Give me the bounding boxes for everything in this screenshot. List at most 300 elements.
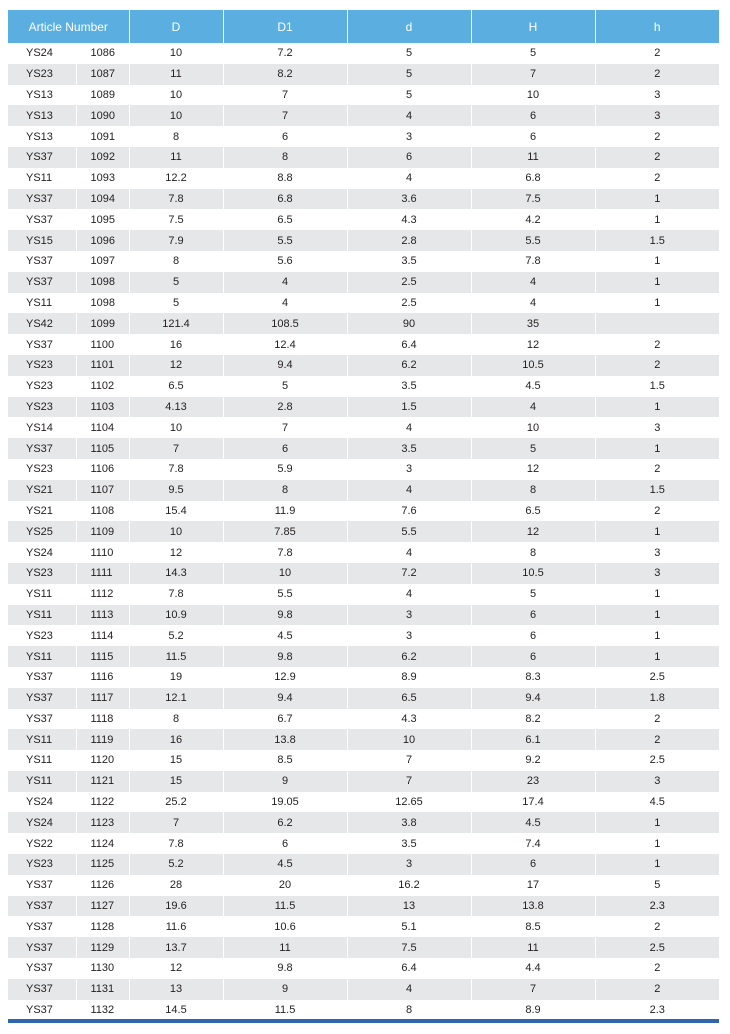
cell-series: YS24 [26,796,53,809]
cell-D: 8 [129,126,223,147]
cell-D: 15.4 [129,501,223,522]
cell-article-number: 1126 [76,875,129,896]
cell-series: YS37 [8,937,76,958]
cell-D: 19 [129,667,223,688]
cell-article-number: 1129 [76,937,129,958]
cell-d: 4 [347,417,471,438]
header-h: h [595,10,719,43]
cell-H: 4.5 [471,376,595,397]
cell-d: 6.2 [347,355,471,376]
cell-D: 12.1 [129,688,223,709]
cell-H: 6.5 [471,501,595,522]
cell-series: YS23 [8,563,76,584]
cell-D1: 7 [223,105,347,126]
cell-article-number: 1123 [76,812,129,833]
cell-D: 10 [129,521,223,542]
cell-series: YS37 [26,671,53,684]
table-row [8,501,719,522]
cell-D: 14.5 [129,1000,223,1021]
cell-H: 6 [471,625,595,646]
table-row [8,355,719,376]
cell-D: 15 [129,771,223,792]
cell-h: 2.5 [595,750,719,771]
table-row [8,792,719,813]
cell-d: 3 [347,854,471,875]
cell-d: 6.2 [347,646,471,667]
cell-article-number: 1116 [76,667,129,688]
cell-D1: 11 [223,937,347,958]
table-row [8,916,719,937]
table-row [8,958,719,979]
cell-series: YS23 [8,854,76,875]
cell-H: 7.5 [471,189,595,210]
cell-h: 1 [595,293,719,314]
table-row [8,64,719,85]
cell-D1: 20 [223,875,347,896]
cell-H: 9.2 [471,750,595,771]
cell-d: 6.5 [347,688,471,709]
cell-D: 6.5 [129,376,223,397]
cell-d: 2.5 [347,272,471,293]
cell-article-number: 1103 [76,397,129,418]
cell-series: YS23 [8,397,76,418]
table-row [8,605,719,626]
cell-d: 7 [347,750,471,771]
cell-D: 121.4 [129,313,223,334]
cell-series: YS37 [8,979,76,1000]
cell-article-number: 1087 [76,64,129,85]
table-body [8,43,719,1020]
cell-D1: 11.9 [223,501,347,522]
cell-article-number: 1089 [76,85,129,106]
cell-D: 9.5 [129,480,223,501]
table-row [8,334,719,355]
cell-article-number: 1093 [76,168,129,189]
cell-H: 6 [471,854,595,875]
cell-article-number: 1121 [76,771,129,792]
cell-D: 28 [129,875,223,896]
cell-h: 1 [595,812,719,833]
header-D1: D1 [223,10,347,43]
cell-d: 90 [347,313,471,334]
cell-D: 10.9 [129,605,223,626]
cell-d: 4 [347,105,471,126]
header-D: D [129,10,223,43]
cell-article-number: 1120 [76,750,129,771]
cell-H: 4.4 [471,958,595,979]
cell-article-number: 1118 [76,709,129,730]
cell-d: 13 [347,896,471,917]
cell-h: 2 [595,916,719,937]
cell-d: 3 [347,605,471,626]
header-row [8,10,719,43]
cell-D1: 11.5 [223,1000,347,1021]
header-d: d [347,10,471,43]
cell-h: 2 [595,355,719,376]
cell-H: 7 [471,979,595,1000]
cell-D: 13.7 [129,937,223,958]
cell-H: 5.5 [471,230,595,251]
cell-H: 4.5 [471,812,595,833]
cell-D: 7.9 [129,230,223,251]
cell-article-number: 1127 [76,896,129,917]
cell-D1: 8 [223,147,347,168]
table-row [8,750,719,771]
cell-D1: 9 [223,979,347,1000]
cell-d: 10 [347,729,471,750]
cell-series: YS23 [26,380,53,393]
cell-series: YS13 [26,88,53,101]
cell-series: YS11 [26,754,53,767]
cell-series: YS37 [26,962,53,975]
table-row [8,979,719,1000]
cell-series: YS37 [8,147,76,168]
cell-D1: 4.5 [223,625,347,646]
cell-D: 13 [129,979,223,1000]
cell-h [595,313,719,334]
cell-d: 7.5 [347,937,471,958]
cell-d: 7.6 [347,501,471,522]
cell-series: YS24 [8,812,76,833]
cell-H: 11 [471,937,595,958]
cell-d: 3.6 [347,189,471,210]
cell-h: 2 [595,958,719,979]
cell-H: 11 [471,147,595,168]
cell-article-number: 1117 [76,688,129,709]
cell-H: 6 [471,605,595,626]
cell-article-number: 1098 [76,272,129,293]
cell-D: 11 [129,147,223,168]
cell-D1: 5.6 [223,251,347,272]
cell-D1: 7.2 [223,43,347,64]
cell-D: 16 [129,729,223,750]
cell-H: 9.4 [471,688,595,709]
cell-h: 1 [595,397,719,418]
cell-D1: 5 [223,376,347,397]
cell-D: 15 [129,750,223,771]
cell-d: 3.5 [347,438,471,459]
cell-article-number: 1124 [76,833,129,854]
cell-H: 5 [471,43,595,64]
cell-series: YS37 [8,189,76,210]
cell-article-number: 1096 [76,230,129,251]
cell-H: 6.1 [471,729,595,750]
table-row [8,105,719,126]
cell-article-number: 1113 [76,605,129,626]
cell-h: 1 [595,189,719,210]
table-row [8,126,719,147]
table-row [8,147,719,168]
cell-h: 1 [595,251,719,272]
cell-D: 8 [129,709,223,730]
cell-h: 1 [595,605,719,626]
cell-article-number: 1102 [76,376,129,397]
table-row [8,417,719,438]
cell-h: 5 [595,875,719,896]
table-row [8,896,719,917]
cell-H: 10.5 [471,563,595,584]
cell-series: YS23 [8,64,76,85]
cell-H: 8.5 [471,916,595,937]
cell-H: 17.4 [471,792,595,813]
cell-h: 1 [595,854,719,875]
cell-d: 1.5 [347,397,471,418]
cell-d: 16.2 [347,875,471,896]
cell-H: 10 [471,85,595,106]
cell-article-number: 1131 [76,979,129,1000]
cell-series: YS13 [26,130,53,143]
cell-d: 4 [347,979,471,1000]
cell-D: 4.13 [129,397,223,418]
cell-h: 2 [595,43,719,64]
cell-D1: 6 [223,833,347,854]
cell-D: 10 [129,417,223,438]
cell-h: 2.3 [595,1000,719,1021]
cell-d: 2.8 [347,230,471,251]
cell-H: 8.9 [471,1000,595,1021]
cell-D: 10 [129,105,223,126]
cell-D: 7.8 [129,189,223,210]
cell-H: 6 [471,105,595,126]
cell-article-number: 1107 [76,480,129,501]
cell-D1: 11.5 [223,896,347,917]
cell-D: 14.3 [129,563,223,584]
cell-d: 3 [347,459,471,480]
cell-article-number: 1095 [76,209,129,230]
cell-D1: 5.5 [223,584,347,605]
cell-d: 4 [347,480,471,501]
cell-D1: 6 [223,126,347,147]
cell-h: 1 [595,625,719,646]
cell-series: YS42 [8,313,76,334]
cell-series: YS37 [8,896,76,917]
cell-series: YS22 [26,837,53,850]
cell-D1: 12.4 [223,334,347,355]
cell-article-number: 1109 [76,521,129,542]
cell-D: 25.2 [129,792,223,813]
cell-h: 3 [595,417,719,438]
cell-D: 7 [129,438,223,459]
cell-d: 6 [347,147,471,168]
cell-h: 2 [595,64,719,85]
cell-h: 1.8 [595,688,719,709]
table-row [8,251,719,272]
table-row [8,729,719,750]
cell-D: 5 [129,293,223,314]
table-row [8,563,719,584]
cell-series: YS11 [8,646,76,667]
cell-article-number: 1104 [76,417,129,438]
cell-H: 8 [471,480,595,501]
cell-h: 2.5 [595,937,719,958]
cell-d: 6.4 [347,958,471,979]
cell-series: YS15 [8,230,76,251]
cell-article-number: 1090 [76,105,129,126]
cell-series: YS37 [26,712,53,725]
cell-h: 1 [595,438,719,459]
cell-D: 10 [129,43,223,64]
cell-D: 10 [129,85,223,106]
table-row [8,209,719,230]
cell-h: 1 [595,646,719,667]
cell-series: YS25 [8,521,76,542]
cell-H: 12 [471,334,595,355]
cell-D1: 8.5 [223,750,347,771]
cell-D: 7.5 [129,209,223,230]
table-row [8,937,719,958]
cell-H: 4 [471,293,595,314]
cell-H: 12 [471,459,595,480]
cell-series: YS14 [26,421,53,434]
cell-series: YS37 [8,438,76,459]
cell-series: YS23 [26,629,53,642]
cell-series: YS11 [26,588,53,601]
table-row [8,85,719,106]
cell-h: 1.5 [595,376,719,397]
cell-h: 1 [595,521,719,542]
cell-h: 1.5 [595,230,719,251]
cell-D1: 7 [223,85,347,106]
cell-article-number: 1122 [76,792,129,813]
cell-H: 13.8 [471,896,595,917]
cell-D: 7.8 [129,459,223,480]
cell-series: YS37 [26,338,53,351]
cell-d: 2.5 [347,293,471,314]
cell-series: YS37 [8,272,76,293]
cell-D1: 4 [223,293,347,314]
table-row [8,812,719,833]
cell-d: 3 [347,625,471,646]
table-row [8,438,719,459]
cell-article-number: 1115 [76,646,129,667]
cell-d: 8.9 [347,667,471,688]
header-article-number: Article Number [8,10,129,43]
table-row [8,168,719,189]
cell-D1: 4 [223,272,347,293]
cell-H: 35 [471,313,595,334]
cell-h: 3 [595,771,719,792]
cell-series: YS24 [26,546,53,559]
cell-D: 11.6 [129,916,223,937]
table-row [8,1000,719,1021]
cell-article-number: 1111 [76,563,129,584]
header-H: H [471,10,595,43]
cell-D1: 108.5 [223,313,347,334]
cell-d: 4 [347,542,471,563]
cell-h: 2.3 [595,896,719,917]
cell-D1: 8 [223,480,347,501]
cell-h: 2 [595,709,719,730]
cell-D1: 9.8 [223,646,347,667]
cell-D: 5 [129,272,223,293]
table-row [8,376,719,397]
cell-series: YS13 [8,105,76,126]
cell-D1: 6.5 [223,209,347,230]
table-row [8,459,719,480]
cell-D1: 9.8 [223,958,347,979]
cell-D: 12 [129,355,223,376]
cell-D: 5.2 [129,625,223,646]
cell-article-number: 1092 [76,147,129,168]
cell-article-number: 1105 [76,438,129,459]
cell-H: 10 [471,417,595,438]
cell-H: 23 [471,771,595,792]
cell-d: 7.2 [347,563,471,584]
cell-series: YS37 [26,1004,53,1017]
cell-D1: 5.9 [223,459,347,480]
cell-H: 7.4 [471,833,595,854]
cell-article-number: 1100 [76,334,129,355]
cell-D: 12.2 [129,168,223,189]
cell-d: 5 [347,43,471,64]
cell-H: 8.2 [471,709,595,730]
cell-H: 10.5 [471,355,595,376]
cell-h: 3 [595,105,719,126]
cell-series: YS37 [8,688,76,709]
cell-H: 6 [471,126,595,147]
cell-h: 2 [595,147,719,168]
cell-d: 3.8 [347,812,471,833]
cell-D: 12 [129,958,223,979]
cell-D1: 4.5 [223,854,347,875]
table-row [8,43,719,64]
table-row [8,875,719,896]
cell-H: 17 [471,875,595,896]
cell-D: 12 [129,542,223,563]
cell-D1: 13.8 [223,729,347,750]
table-row [8,854,719,875]
cell-D: 7.8 [129,833,223,854]
table-header [8,10,719,43]
table-row [8,584,719,605]
cell-article-number: 1097 [76,251,129,272]
cell-series: YS11 [8,729,76,750]
cell-d: 5 [347,64,471,85]
cell-h: 4.5 [595,792,719,813]
cell-H: 8 [471,542,595,563]
cell-D1: 9.4 [223,355,347,376]
cell-article-number: 1128 [76,916,129,937]
cell-H: 6.8 [471,168,595,189]
cell-D1: 8.8 [223,168,347,189]
cell-article-number: 1125 [76,854,129,875]
cell-d: 5.5 [347,521,471,542]
cell-d: 3.5 [347,251,471,272]
table-row [8,189,719,210]
cell-D: 8 [129,251,223,272]
cell-H: 4.2 [471,209,595,230]
cell-D1: 7 [223,417,347,438]
cell-series: YS21 [26,504,53,517]
cell-article-number: 1110 [76,542,129,563]
table-row [8,688,719,709]
cell-D1: 19.05 [223,792,347,813]
cell-H: 4 [471,272,595,293]
cell-D1: 9.8 [223,605,347,626]
cell-d: 4.3 [347,209,471,230]
cell-H: 7.8 [471,251,595,272]
table-row [8,272,719,293]
cell-D1: 9 [223,771,347,792]
cell-series: YS37 [26,920,53,933]
cell-D: 11.5 [129,646,223,667]
cell-article-number: 1114 [76,625,129,646]
cell-article-number: 1099 [76,313,129,334]
cell-D: 5.2 [129,854,223,875]
table-row [8,293,719,314]
cell-series: YS21 [8,480,76,501]
cell-article-number: 1132 [76,1000,129,1021]
